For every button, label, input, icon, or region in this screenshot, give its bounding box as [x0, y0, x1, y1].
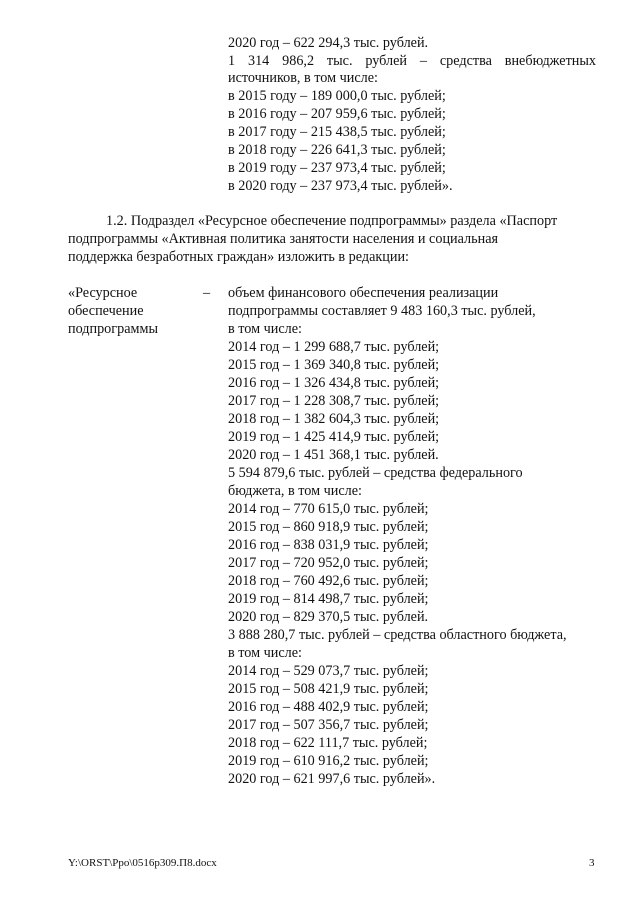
- federal-intro: 5 594 879,6 тыс. рублей – средства федерального: [228, 465, 523, 481]
- section-paragraph-line: поддержка безработных граждан» изложить в редакции:: [68, 249, 409, 265]
- federal-year-line: 2015 год – 860 918,9 тыс. рублей;: [228, 519, 429, 535]
- regional-year-line: 2019 год – 610 916,2 тыс. рублей;: [228, 753, 429, 769]
- regional-year-line: 2014 год – 529 073,7 тыс. рублей;: [228, 663, 429, 679]
- regional-year-line: 2018 год – 622 111,7 тыс. рублей;: [228, 735, 428, 751]
- regional-intro: в том числе:: [228, 645, 302, 661]
- page-number: 3: [589, 857, 595, 869]
- top-line-justified: [228, 53, 596, 70]
- federal-year-line: 2019 год – 814 498,7 тыс. рублей;: [228, 591, 429, 607]
- federal-year-line: 2018 год – 760 492,6 тыс. рублей;: [228, 573, 429, 589]
- resource-label: подпрограммы: [68, 321, 158, 337]
- top-line: в 2018 году – 226 641,3 тыс. рублей;: [228, 142, 446, 158]
- resource-label: «Ресурсное: [68, 285, 138, 301]
- top-line-text: 1 314 986,2 тыс. рублей – средства внебюджетных: [228, 53, 596, 69]
- regional-year-line: 2016 год – 488 402,9 тыс. рублей;: [228, 699, 429, 715]
- total-year-line: 2019 год – 1 425 414,9 тыс. рублей;: [228, 429, 440, 445]
- file-path: Y:\ORST\Ppo\0516p309.П8.docx: [68, 857, 217, 869]
- top-line: в 2015 году – 189 000,0 тыс. рублей;: [228, 88, 446, 104]
- federal-year-line: 2014 год – 770 615,0 тыс. рублей;: [228, 501, 429, 517]
- intro-line: подпрограммы составляет 9 483 160,3 тыс. рублей,: [228, 303, 536, 319]
- intro-line: объем финансового обеспечения реализации: [228, 285, 499, 301]
- top-line: источников, в том числе:: [228, 70, 378, 86]
- section-paragraph-line: 1.2. Подраздел «Ресурсное обеспечение подпрограммы» раздела «Паспорт: [106, 213, 558, 229]
- total-year-line: 2017 год – 1 228 308,7 тыс. рублей;: [228, 393, 440, 409]
- intro-line: в том числе:: [228, 321, 302, 337]
- top-line: 2020 год – 622 294,3 тыс. рублей.: [228, 35, 429, 51]
- section-paragraph-line: подпрограммы «Активная политика занятости населения и социальная: [68, 231, 499, 247]
- total-year-line: 2020 год – 1 451 368,1 тыс. рублей.: [228, 447, 439, 463]
- federal-year-line: 2017 год – 720 952,0 тыс. рублей;: [228, 555, 429, 571]
- regional-year-line: 2017 год – 507 356,7 тыс. рублей;: [228, 717, 429, 733]
- top-line: в 2017 году – 215 438,5 тыс. рублей;: [228, 124, 446, 140]
- total-year-line: 2015 год – 1 369 340,8 тыс. рублей;: [228, 357, 440, 373]
- label-dash: –: [203, 285, 211, 301]
- resource-label: обеспечение: [68, 303, 144, 319]
- federal-year-line: 2016 год – 838 031,9 тыс. рублей;: [228, 537, 429, 553]
- regional-year-line: 2015 год – 508 421,9 тыс. рублей;: [228, 681, 429, 697]
- total-year-line: 2016 год – 1 326 434,8 тыс. рублей;: [228, 375, 440, 391]
- top-line: в 2019 году – 237 973,4 тыс. рублей;: [228, 160, 446, 176]
- total-year-line: 2014 год – 1 299 688,7 тыс. рублей;: [228, 339, 440, 355]
- federal-intro: бюджета, в том числе:: [228, 483, 362, 499]
- federal-year-line: 2020 год – 829 370,5 тыс. рублей.: [228, 609, 429, 625]
- total-year-line: 2018 год – 1 382 604,3 тыс. рублей;: [228, 411, 440, 427]
- top-line: в 2016 году – 207 959,6 тыс. рублей;: [228, 106, 446, 122]
- regional-intro: 3 888 280,7 тыс. рублей – средства областного бюджета,: [228, 627, 567, 643]
- regional-year-line: 2020 год – 621 997,6 тыс. рублей».: [228, 771, 436, 787]
- top-line: в 2020 году – 237 973,4 тыс. рублей».: [228, 178, 453, 194]
